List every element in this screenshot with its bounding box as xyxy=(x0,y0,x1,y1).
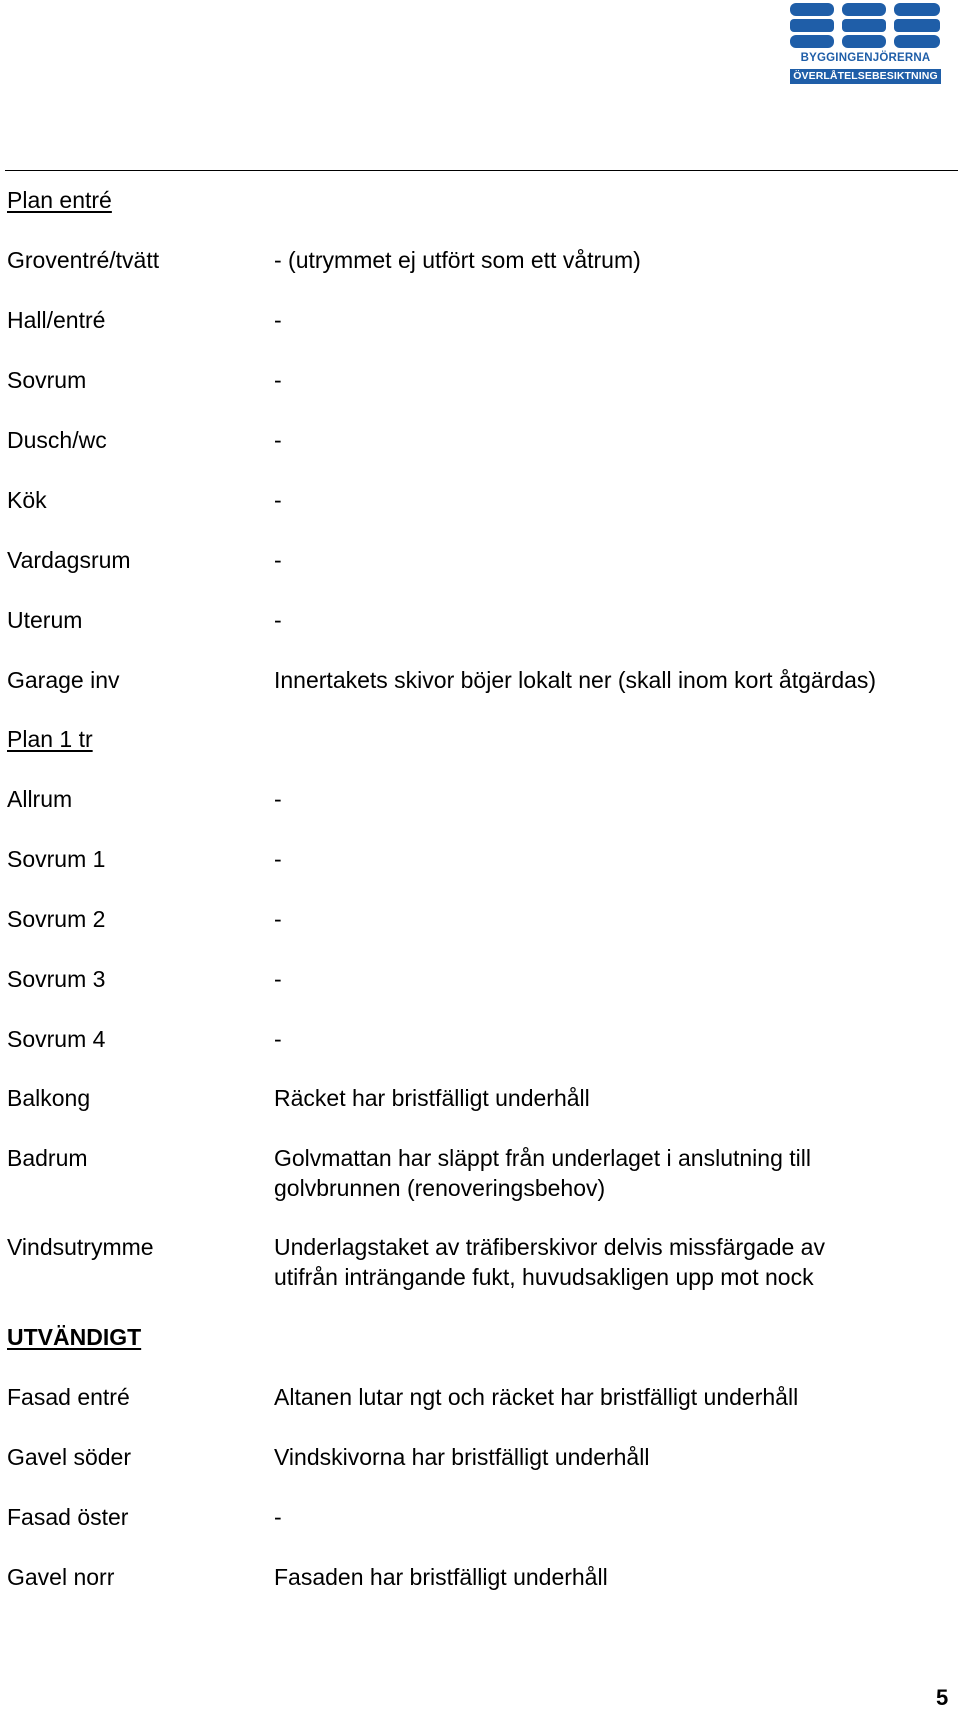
room-note-line2: golvbrunnen (renoveringsbehov) xyxy=(274,1175,606,1201)
room-label: Vardagsrum xyxy=(7,547,131,573)
room-note: - xyxy=(274,966,282,992)
section-heading-plan-entre: Plan entré xyxy=(7,187,112,213)
room-note: - xyxy=(274,906,282,932)
sbr-logo-mark xyxy=(788,3,943,51)
room-note: Vindskivorna har bristfälligt underhåll xyxy=(274,1444,650,1470)
room-label: Groventré/tvätt xyxy=(7,247,160,273)
company-logo xyxy=(788,3,943,83)
room-label: Uterum xyxy=(7,607,83,633)
room-note: - xyxy=(274,607,282,633)
room-note: - xyxy=(274,547,282,573)
room-label: Garage inv xyxy=(7,667,120,693)
room-label: Dusch/wc xyxy=(7,427,107,453)
page-number: 5 xyxy=(936,1685,949,1710)
room-note: Altanen lutar ngt och räcket har bristfälligt underhåll xyxy=(274,1384,799,1410)
room-label: Fasad entré xyxy=(7,1384,130,1410)
logo-line1: BYGGINGENJÖRERNA xyxy=(800,52,931,64)
room-label: Kök xyxy=(7,487,47,513)
room-note-line2: utifrån inträngande fukt, huvudsakligen upp mot nock xyxy=(274,1264,814,1290)
room-note: Fasaden har bristfälligt underhåll xyxy=(274,1564,608,1590)
room-note: - xyxy=(274,427,282,453)
room-label: Sovrum 4 xyxy=(7,1026,106,1052)
room-label: Allrum xyxy=(7,786,73,812)
room-label: Vindsutrymme xyxy=(7,1234,154,1260)
room-label: Gavel söder xyxy=(7,1444,132,1470)
room-label: Hall/entré xyxy=(7,307,106,333)
room-label: Sovrum 3 xyxy=(7,966,106,992)
room-note: - xyxy=(274,786,282,812)
room-label: Sovrum 2 xyxy=(7,906,106,932)
room-note: - xyxy=(274,1504,282,1530)
room-label: Sovrum xyxy=(7,367,87,393)
room-note: Innertakets skivor böjer lokalt ner (skall inom kort åtgärdas) xyxy=(274,667,877,693)
room-note-line1: Underlagstaket av träfiberskivor delvis missfärgade av xyxy=(274,1234,825,1260)
room-label: Balkong xyxy=(7,1085,91,1111)
room-note-line1: Golvmattan har släppt från underlaget i anslutning till xyxy=(274,1145,811,1171)
room-note: - xyxy=(274,487,282,513)
logo-line2: ÖVERLÅTELSEBESIKTNING xyxy=(790,69,941,84)
room-label: Fasad öster xyxy=(7,1504,129,1530)
header-rule xyxy=(5,170,958,171)
room-note: - xyxy=(274,846,282,872)
room-note: Räcket har bristfälligt underhåll xyxy=(274,1085,590,1111)
section-heading-utvandigt: UTVÄNDIGT xyxy=(7,1324,142,1350)
room-note: - xyxy=(274,307,282,333)
room-note: - xyxy=(274,367,282,393)
room-note: - xyxy=(274,1026,282,1052)
section-heading-plan-1tr: Plan 1 tr xyxy=(7,726,93,752)
room-label: Gavel norr xyxy=(7,1564,115,1590)
room-label: Badrum xyxy=(7,1145,88,1171)
room-label: Sovrum 1 xyxy=(7,846,106,872)
room-note: - (utrymmet ej utfört som ett våtrum) xyxy=(274,247,641,273)
